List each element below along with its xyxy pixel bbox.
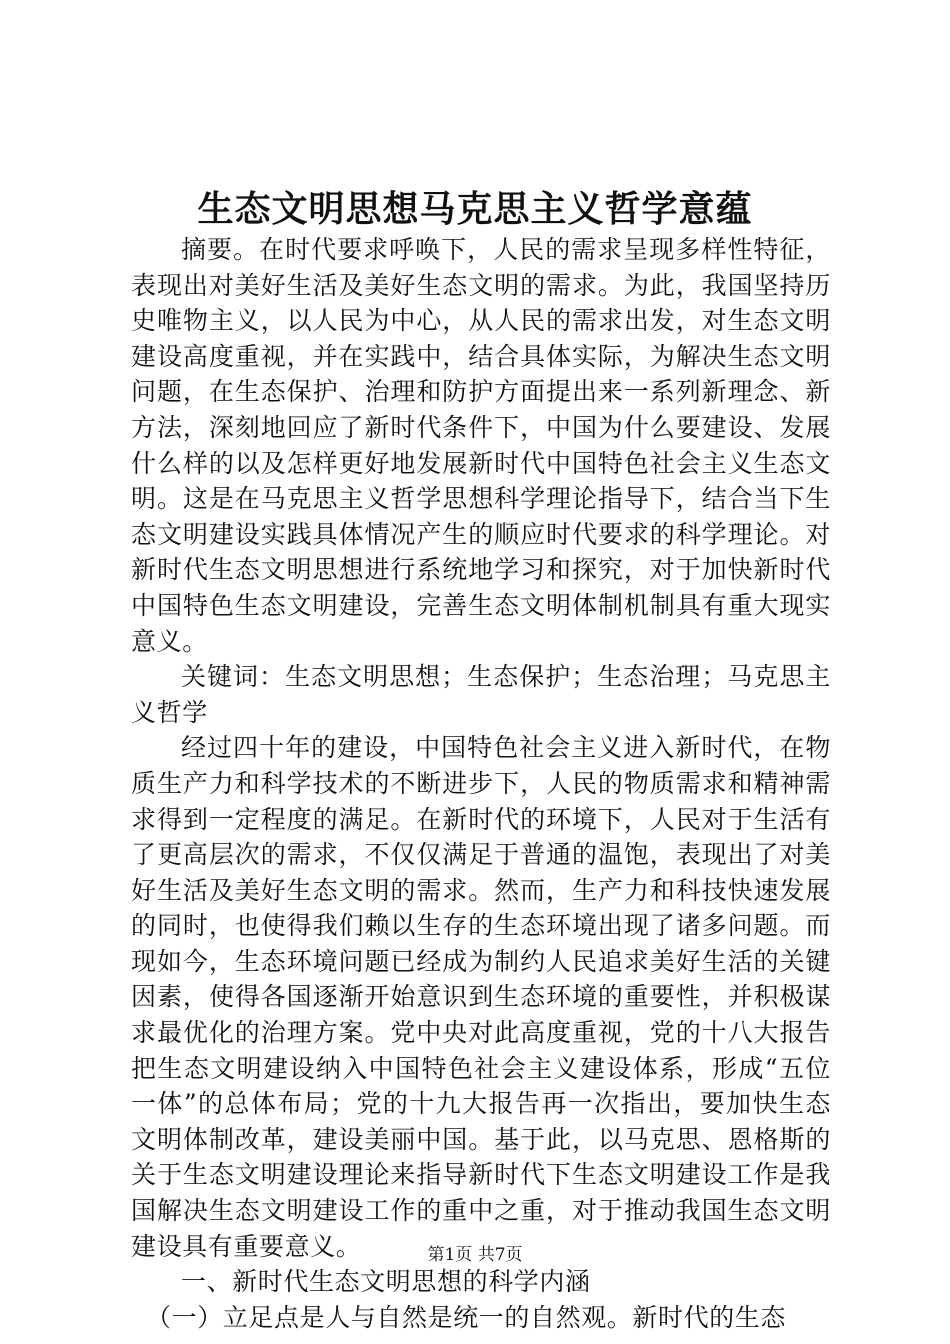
keywords-paragraph: 关键词：生态文明思想；生态保护；生态治理；马克思主义哲学 (131, 662, 831, 727)
subsection-paragraph: （一）立足点是人与自然是统一的自然观。新时代的生态 (146, 1302, 787, 1332)
abstract-paragraph: 摘要。在时代要求呼唤下，人民的需求呈现多样性特征，表现出对美好生活及美好生态文明的需求。为此，我国坚持历史唯物主义，以人民为中心，从人民的需求出发，对生态文明建设高度重视，并在实践中，结合具体实际，为解决生态文明问题，在生态保护、治理和防护方面提出来一系列新理念、新方法，深刻地回应了新时代条件下，中国为什么要建设、发展什么样的以及怎样更好地发展新时代中国特色社会主义生态文明。这是在马克思主义哲学思想科学理论指导下，结合当下生态文明建设实践具体情况产生的顺应时代要求的科学理论。对新时代生态文明思想进行系统地学习和探究，对于加快新时代中国特色生态文明建设，完善生态文明体制机制具有重大现实意义。 (131, 235, 831, 656)
page-footer: 第1页 共7页 (427, 1245, 523, 1265)
document-body (131, 232, 831, 1335)
document-title: 生态文明思想马克思主义哲学意蕴 (197, 188, 753, 230)
introduction-paragraph: 经过四十年的建设，中国特色社会主义进入新时代，在物质生产力和科学技术的不断进步下，人民的物质需求和精神需求得到一定程度的满足。在新时代的环境下，人民对于生活有了更高层次的需求，不仅仅满足于普通的温饱，表现出了对美好生活及美好生态文明的需求。然而，生产力和科技快速发展的同时，也使得我们赖以生存的生态环境出现了诸多问题。而现如今，生态环境问题已经成为制约人民追求美好生活的关键因素，使得各国逐渐开始意识到生态环境的重要性，并积极谋求最优化的治理方案。党中央对此高度重视，党的十八大报告把生态文明建设纳入中国特色社会主义建设体系，形成“五位一体”的总体布局；党的十九大报告再一次指出，要加快生态文明体制改革，建设美丽中国。基于此，以马克思、恩格斯的关于生态文明建设理论来指导新时代下生态文明建设工作是我国解决生态文明建设工作的重中之重，对于推动我国生态文明建设具有重要意义。 (131, 733, 831, 1261)
section-heading: 一、新时代生态文明思想的科学内涵 (181, 1267, 591, 1297)
